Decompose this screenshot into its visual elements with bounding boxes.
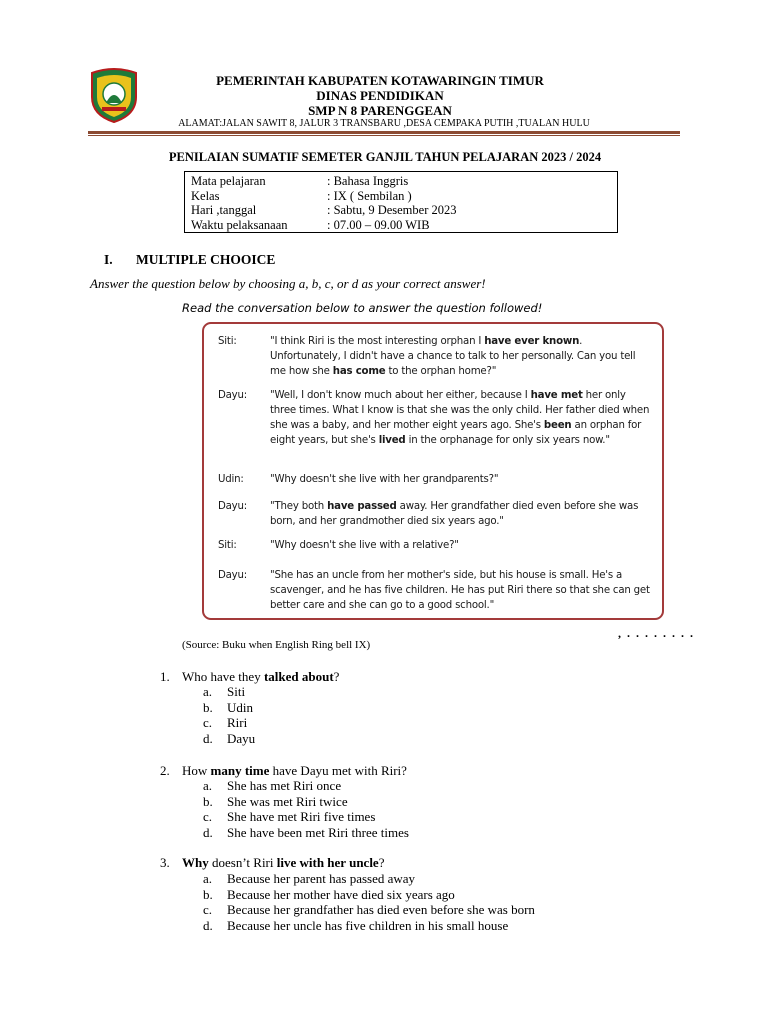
option-letter: a. — [203, 778, 213, 793]
utterance — [270, 472, 650, 487]
answer-option[interactable] — [203, 731, 255, 747]
question-text: ? — [378, 855, 385, 870]
utterance-emphasis: have ever known — [484, 336, 580, 347]
question-2-options — [203, 778, 409, 840]
option-text: Siti — [227, 684, 246, 699]
option-letter: b. — [203, 699, 213, 715]
question-emphasis: many time — [210, 763, 270, 778]
question-number: 3. — [160, 855, 170, 870]
speaker-name: Dayu: — [218, 570, 248, 581]
continuation-dots: , . . . . . . . . — [618, 626, 695, 640]
utterance-text: "Why doesn't she live with her grandparents?" — [270, 474, 499, 485]
option-text: She have met Riri five times — [227, 809, 376, 824]
info-value: : 07.00 – 09.00 WIB — [327, 217, 430, 232]
answer-option[interactable] — [203, 794, 409, 810]
utterance-text: . Unfortunately, I didn't have a chance to talk to her personally. Can you tell me how she — [270, 336, 636, 377]
option-letter: c. — [203, 715, 213, 730]
answer-option[interactable] — [203, 715, 255, 731]
answer-option[interactable] — [203, 809, 409, 825]
question-3-options — [203, 871, 535, 933]
question-text: have Dayu met with Riri? — [269, 763, 407, 778]
utterance-text: "She has an uncle from her mother's side, but his house is small. He's a scavenger, and he has five children. He has put Riri there so that she can get better care and she can go to a good school." — [270, 570, 650, 611]
question-text: How — [182, 763, 211, 778]
question-text: doesn’t Riri — [208, 855, 277, 870]
option-letter: d. — [203, 917, 213, 933]
option-text: Because her parent has passed away — [227, 871, 416, 886]
info-row-class — [191, 189, 617, 204]
option-letter: a. — [203, 684, 213, 699]
utterance-text: "They both — [270, 501, 328, 512]
utterance — [270, 388, 650, 448]
question-3 — [160, 855, 384, 871]
info-label: Kelas — [191, 188, 220, 203]
government-name: PEMERINTAH KABUPATEN KOTAWARINGIN TIMUR — [216, 73, 544, 88]
info-label: Waktu pelaksanaan — [191, 217, 288, 232]
answer-option[interactable] — [203, 778, 409, 794]
question-1 — [160, 669, 339, 685]
utterance-text: "I think Riri is the most interesting orphan I — [270, 336, 485, 347]
option-text: Because her mother have died six years ago — [227, 886, 455, 902]
option-text: Because her grandfather has died even before she was born — [227, 902, 535, 917]
answer-option[interactable] — [203, 887, 535, 903]
speaker-name: Dayu: — [218, 390, 248, 401]
section-number: I. — [104, 252, 113, 267]
answer-option[interactable] — [203, 700, 255, 716]
utterance — [270, 499, 650, 529]
utterance-emphasis: has come — [332, 366, 386, 377]
option-letter: a. — [203, 871, 213, 886]
answer-option[interactable] — [203, 825, 409, 841]
header-rule-thin — [88, 135, 680, 136]
question-text: ? — [333, 669, 340, 684]
speaker-name: Dayu: — [218, 501, 248, 512]
option-text: Dayu — [227, 730, 256, 746]
answer-option[interactable] — [203, 918, 535, 934]
speaker-name: Siti: — [218, 540, 237, 551]
info-label: Hari ,tanggal — [191, 203, 257, 217]
option-letter: b. — [203, 886, 213, 902]
option-letter: c. — [203, 809, 213, 824]
utterance-emphasis: been — [543, 420, 572, 431]
info-value: : IX ( Sembilan ) — [327, 188, 412, 203]
utterance — [270, 334, 650, 379]
utterance-emphasis: lived — [378, 435, 406, 446]
answer-option[interactable] — [203, 871, 535, 887]
reading-instruction: Read the conversation below to answer the question followed! — [182, 301, 543, 315]
question-2 — [160, 763, 407, 779]
answer-option[interactable] — [203, 902, 535, 918]
section-title: MULTIPLE CHOOICE — [136, 252, 276, 267]
info-value: : Sabtu, 9 Desember 2023 — [327, 203, 457, 217]
exam-title: PENILAIAN SUMATIF SEMETER GANJIL TAHUN PELAJARAN 2023 / 2024 — [168, 150, 602, 164]
question-number: 2. — [160, 763, 170, 778]
school-address: ALAMAT:JALAN SAWIT 8, JALUR 3 TRANSBARU ,DESA CEMPAKA PUTIH ,TUALAN HULU — [178, 118, 590, 129]
department-name: DINAS PENDIDIKAN — [316, 88, 444, 103]
answer-option[interactable] — [203, 684, 255, 700]
utterance-text: to the orphan home?" — [385, 366, 497, 377]
info-row-date — [191, 203, 617, 218]
header-rule — [88, 131, 680, 134]
utterance-emphasis: have met — [530, 390, 583, 401]
question-emphasis: talked about — [263, 669, 334, 684]
utterance-emphasis: have passed — [327, 501, 397, 512]
utterance-text: her only three times. What I know is that she was the only child. Her father died when she was a baby, and her mother eight years ago. She's — [270, 390, 650, 431]
option-text: She have been met Riri three times — [227, 824, 409, 840]
option-text: She has met Riri once — [227, 778, 342, 793]
utterance — [270, 538, 650, 553]
question-text: Who have they — [182, 669, 264, 684]
source-citation: (Source: Buku when English Ring bell IX) — [182, 639, 371, 651]
option-letter: d. — [203, 730, 213, 746]
info-row-subject — [191, 174, 617, 189]
section-heading — [104, 252, 275, 268]
option-letter: b. — [203, 793, 213, 809]
option-text: She was met Riri twice — [227, 793, 348, 809]
conversation-box — [202, 322, 664, 620]
speaker-name: Siti: — [218, 336, 237, 347]
option-letter: d. — [203, 824, 213, 840]
option-text: Because her uncle has five children in his small house — [227, 917, 509, 933]
exam-info-box — [184, 171, 618, 233]
utterance-text: in the orphanage for only six years now." — [405, 435, 610, 446]
utterance-text: "Well, I don't know much about her either, because I — [270, 390, 531, 401]
speaker-name: Udin: — [218, 474, 244, 485]
school-name: SMP N 8 PARENGGEAN — [308, 103, 452, 118]
option-letter: c. — [203, 902, 213, 917]
info-row-time — [191, 218, 617, 233]
info-label: Mata pelajaran — [191, 174, 266, 188]
regency-logo — [88, 67, 140, 123]
question-emphasis: live with her uncle — [276, 855, 379, 870]
question-emphasis: Why — [182, 855, 209, 870]
info-value: : Bahasa Inggris — [327, 174, 409, 188]
question-1-options — [203, 684, 255, 746]
utterance-text: an orphan for eight years, but she's — [270, 420, 642, 446]
utterance-text: away. Her grandfather died even before she was born, and her grandmother died six years ago." — [270, 501, 639, 527]
utterance-text: "Why doesn't she live with a relative?" — [270, 540, 459, 551]
instruction-text: Answer the question below by choosing a, b, c, or d as your correct answer! — [90, 276, 486, 291]
utterance — [270, 568, 650, 613]
question-number: 1. — [160, 669, 170, 684]
option-text: Udin — [227, 699, 253, 715]
option-text: Riri — [227, 715, 248, 730]
